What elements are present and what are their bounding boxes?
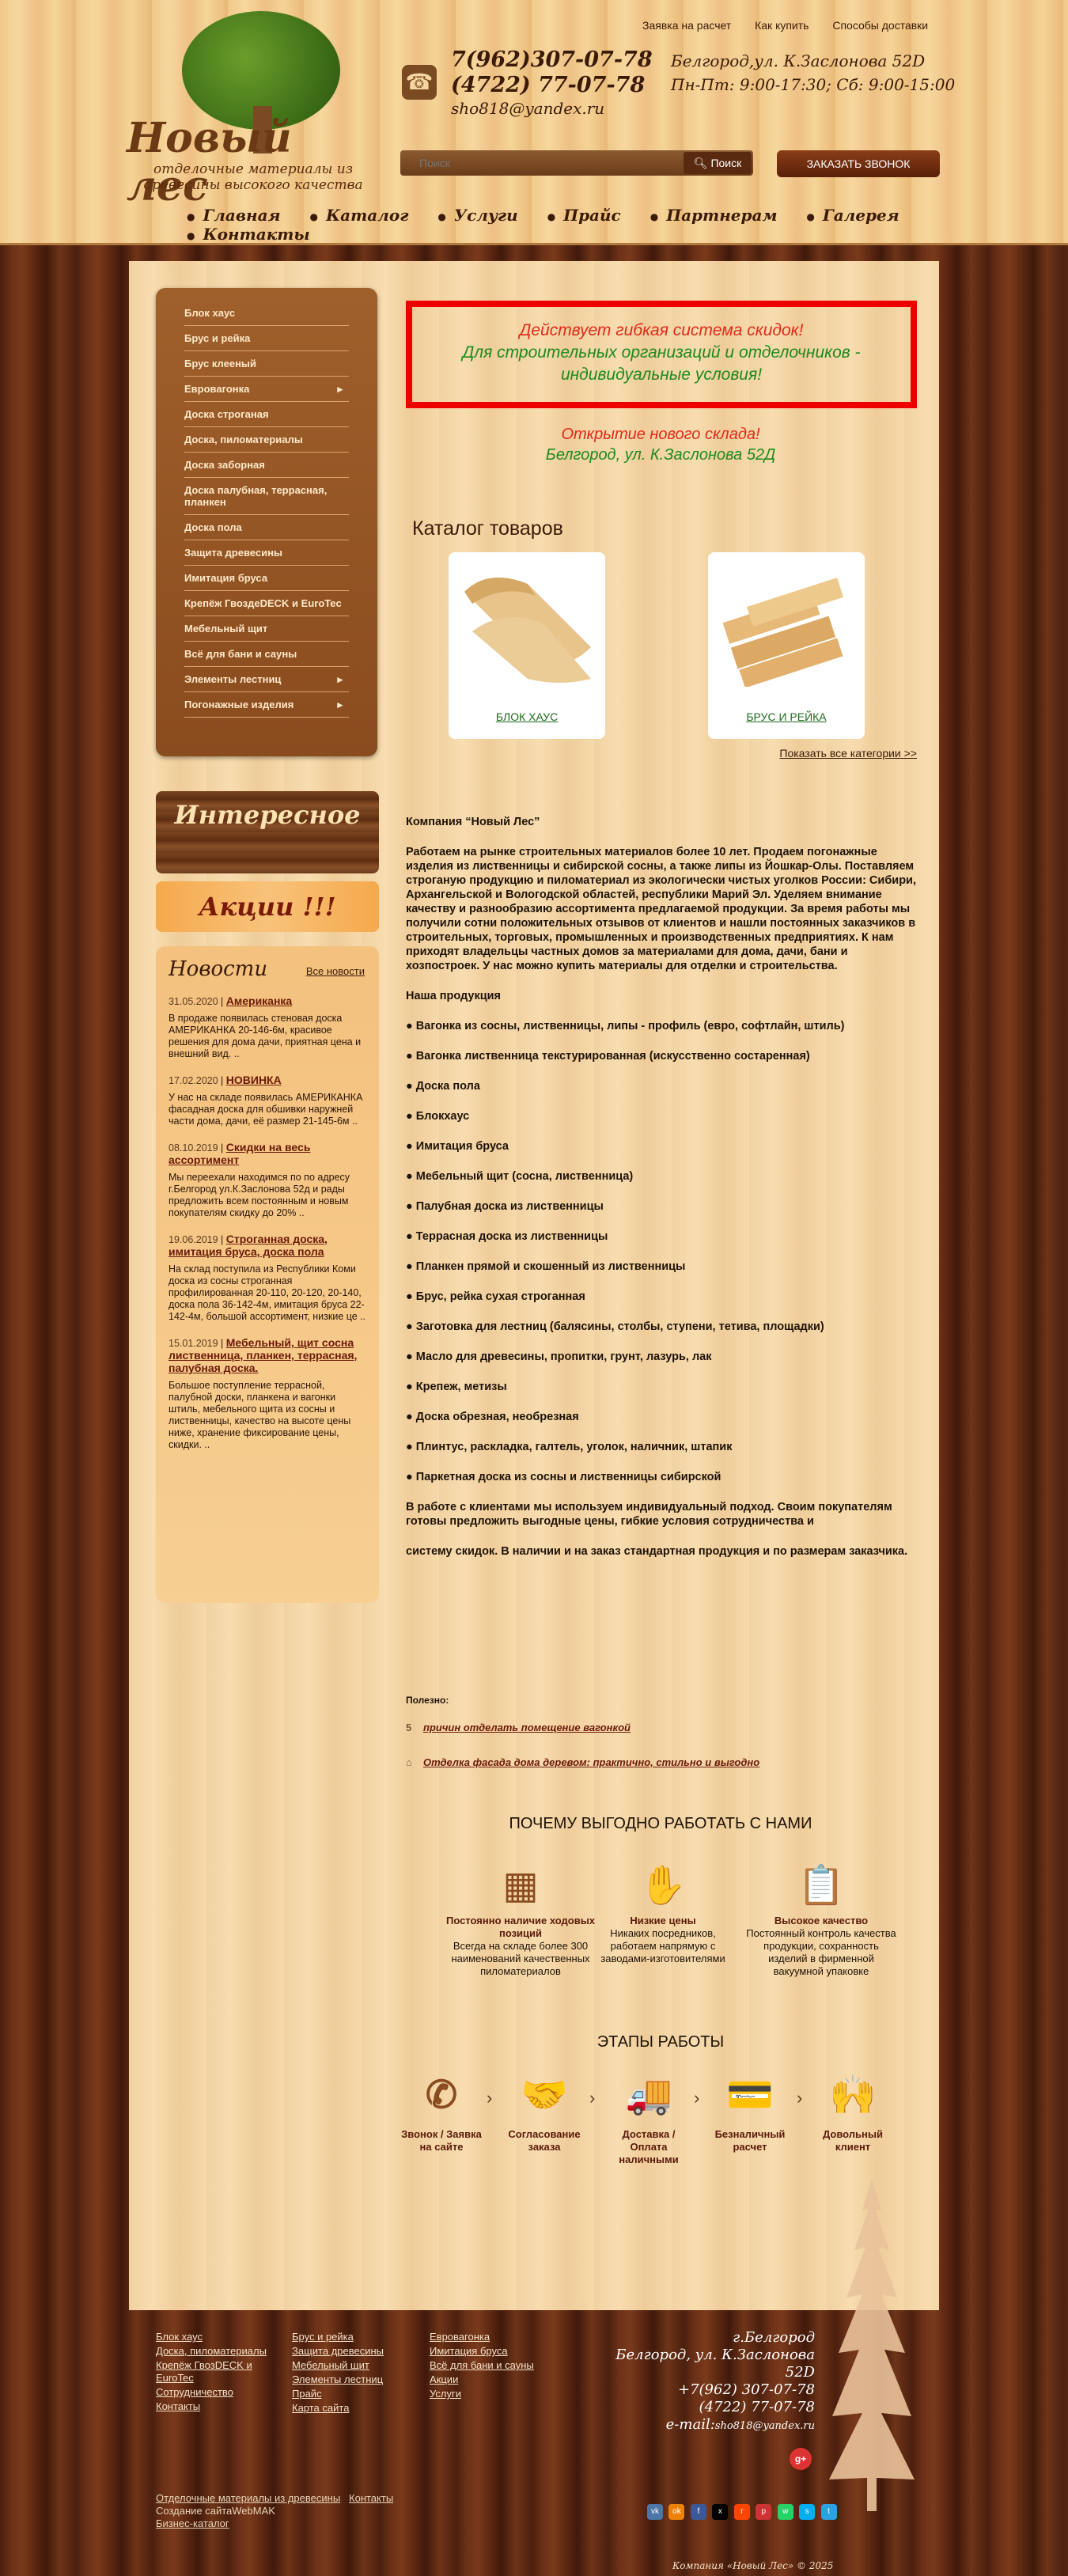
stages-title: ЭТАПЫ РАБОТЫ [596, 2033, 725, 2051]
footer-address [467, 2329, 815, 2435]
product-item: ● Вагонка лиственница текстурированная (искусственно состаренная) [406, 1050, 810, 1063]
footer-col-2 [292, 2331, 426, 2416]
news-date: 08.10.2019 [169, 1142, 218, 1154]
nav-catalog[interactable]: ● Каталог [309, 206, 408, 225]
sidebar-item-fasteners[interactable] [184, 591, 349, 616]
footer-bottom-link[interactable]: Контакты [349, 2492, 394, 2504]
top-links [642, 19, 949, 32]
odnoklassniki-icon[interactable]: ok [668, 2504, 684, 2520]
products-title: Наша продукция [406, 990, 501, 1002]
order-call-button[interactable]: ЗАКАЗАТЬ ЗВОНОК [777, 150, 940, 177]
closing-text-1: В работе с клиентами мы используем индивидуальный подход. Своим покупателям готовы предложить выгодные цены, гибкие условия сотрудничества и [406, 1501, 892, 1528]
feature-quality [746, 1862, 896, 1978]
footer-link[interactable]: Всё для бани и сауны [430, 2359, 534, 2371]
about-company-text [406, 815, 920, 1574]
company-intro: Работаем на рынке строительных материалов более 10 лет. Продаем погонажные изделия из лиственницы и сибирской сосны, а также липы из Йошкар-Олы. Поставляем строганую продукцию и пиломатериал из экологически чистых уголков России: Сибири, Архангельской и Вологодской областей, республики Марий Эл. Уделяем внимание качеству и разнообразию ассортимента предлагаемой продукции. За время работы мы получили сотни положительных отзывов от клиентов и нашли постоянных заказчиков в строительных, торговых, промышленных и производственных предприятиях. К нам приходят владельцы частных домов за материалами для дома, дачи, бани и хозпостроек. У нас можно купить материалы для отделки и строительства. [406, 846, 916, 972]
step-label: Согласование заказа [508, 2128, 581, 2153]
useful-link-label: Отделка фасада дома деревом: практично, стильно и выгодно [423, 1756, 760, 1768]
sidebar-item-furniture-panel[interactable] [184, 616, 349, 642]
footer-link[interactable]: Доска, пиломатериалы [156, 2345, 267, 2357]
sidebar-item-label: Евровагонка [184, 383, 250, 395]
card-label: БРУС И РЕЙКА [746, 710, 827, 723]
product-item: ● Блокхаус [406, 1110, 470, 1123]
step-agreement [501, 2068, 588, 2154]
step-happy-client [809, 2068, 896, 2154]
happy-person-icon: 🙌 [829, 2074, 877, 2116]
product-item: ● Масло для древесины, пропитки, грунт, лазурь, лак [406, 1351, 712, 1363]
vk-icon[interactable]: vk [647, 2504, 663, 2520]
sidebar-item-label: Мебельный щит [184, 623, 268, 635]
feature-stock [445, 1862, 596, 1978]
product-item: ● Вагонка из сосны, лиственницы, липы - профиль (евро, софтлайн, штиль) [406, 1020, 845, 1032]
show-all-categories-link[interactable]: Показать все категории >> [779, 747, 917, 760]
news-item: 17.02.2020 | НОВИНКА У нас на складе появилась АМЕРИКАНКА фасадная доска для обшивки наружней части дома, дачи, её размер 21-145-6м .. [169, 1074, 366, 1127]
interesting-banner[interactable] [156, 791, 379, 873]
news-block [156, 946, 379, 1603]
footer-email-label: e-mail: [665, 2416, 715, 2433]
interesting-label: Интересное [174, 800, 361, 830]
product-item: ● Планкен прямой и скошенный из лиственницы [406, 1260, 686, 1273]
news-item: 15.01.2019 | Мебельный, щит сосна лиственница, планкен, террасная, палубная доска. Большое поступление террасной, палубной доски, планкена и вагонки штиль, мебельного щита из сосны и лиственницы, качество на высоте цены ниже, хранение фиксирование цены, скидки. .. [169, 1337, 366, 1451]
sidebar-item-label: Брус клееный [184, 358, 257, 369]
whatsapp-icon[interactable]: w [778, 2504, 793, 2520]
step-label: Звонок / Заявка на сайте [401, 2128, 482, 2153]
chevron-right-icon: › [694, 2088, 700, 2108]
reddit-icon[interactable]: r [734, 2504, 750, 2520]
top-link-how-to-buy[interactable]: Как купить [755, 19, 809, 32]
store-line-1: Открытие нового склада! [561, 426, 760, 443]
news-date: 17.02.2020 [169, 1075, 218, 1086]
phone-mobile[interactable]: 7(962)307-07-78 [451, 47, 653, 72]
twitter-icon[interactable]: x [712, 2504, 728, 2520]
brus-reika-image [716, 560, 857, 687]
sidebar-item-label: Брус и рейка [184, 332, 251, 344]
news-date: 15.01.2019 [169, 1338, 218, 1349]
block-house-image [456, 560, 597, 687]
footer-address-line: Белгород, ул. К.Заслонова [615, 2347, 815, 2363]
working-hours: Пн-Пт: 9:00-17:30; Сб: 9:00-15:00 [671, 75, 956, 94]
chevron-right-icon: › [487, 2088, 493, 2108]
sidebar-item-label: Имитация бруса [184, 572, 268, 584]
step-call [398, 2068, 485, 2154]
sidebar-item-label: Доска заборная [184, 459, 265, 471]
sidebar-item-brus-reika[interactable] [184, 326, 349, 351]
share-buttons [647, 2503, 839, 2520]
step-cashless [706, 2068, 793, 2154]
feature-text: Постоянный контроль качества продукции, сохранность изделий в фирменной вакуумной упаковке [746, 1927, 896, 1977]
phone-call-icon: ✆ [425, 2074, 458, 2116]
why-us-title: ПОЧЕМУ ВЫГОДНО РАБОТАТЬ С НАМИ [509, 1815, 812, 1832]
sidebar-item-label: Доска палубная, террасная, планкен [184, 484, 328, 508]
footer-address-line: +7(962) 307-07-78 [678, 2381, 815, 2398]
product-item: ● Террасная доска из лиственницы [406, 1230, 608, 1243]
promo-line-2: Для строительных организаций и отделочников - индивидуальные условия! [462, 343, 861, 384]
sidebar-item-sauna[interactable] [184, 642, 349, 667]
product-item: ● Крепеж, метизы [406, 1381, 507, 1393]
search-bar [400, 150, 753, 176]
site-logo[interactable] [127, 11, 380, 210]
house-icon: ⌂ [406, 1756, 412, 1768]
chevron-right-icon: ▸ [337, 673, 343, 685]
contact-phones [451, 47, 653, 119]
feature-text: Всегда на складе более 300 наименований качественных пиломатериалов [451, 1940, 590, 1977]
sidebar-item-floor-board[interactable] [184, 515, 349, 540]
hand-coins-icon: ✋ [639, 1865, 687, 1907]
telegram-icon[interactable]: t [821, 2504, 837, 2520]
sidebar-item-block-house[interactable] [184, 301, 349, 326]
news-headline[interactable]: Скидки на весь ассортимент [169, 1141, 311, 1166]
site-header [0, 0, 1068, 245]
nav-home[interactable]: ● Главная [187, 206, 280, 225]
footer-bottom-text[interactable]: Создание сайтаWebMAK [156, 2505, 275, 2517]
step-label: Доставка / Оплата наличными [619, 2128, 679, 2165]
search-button-label: Поиск [710, 156, 742, 169]
sidebar-item-wood-protection[interactable] [184, 540, 349, 566]
sidebar-item-label: Блок хаус [184, 307, 236, 319]
news-headline[interactable]: Мебельный, щит сосна лиственница, планкен, террасная, палубная доска. [169, 1336, 358, 1374]
product-item: ● Заготовка для лестниц (балясины, столбы, ступени, тетива, площадки) [406, 1320, 824, 1333]
useful-link-wall-panel[interactable] [406, 1722, 631, 1733]
logo-subtitle: отделочные материалы из древесины высокого качества [143, 161, 363, 193]
sidebar-item-label: Доска пола [184, 521, 242, 533]
footer-link[interactable]: Услуги [430, 2388, 461, 2400]
skype-icon[interactable]: s [799, 2504, 815, 2520]
sidebar-item-label: Доска, пиломатериалы [184, 434, 303, 445]
sidebar-item-mouldings[interactable] [184, 692, 349, 718]
nav-services[interactable]: ● Услуги [437, 206, 517, 225]
nav-price[interactable]: ● Прайс [547, 206, 621, 225]
promo-line-1: Действует гибкая система скидок! [519, 321, 804, 339]
phone-landline[interactable]: (4722) 77-07-78 [451, 73, 646, 97]
news-title: Новости [169, 957, 268, 981]
top-link-request[interactable]: Заявка на расчет [642, 19, 732, 32]
footer-link[interactable]: Евровагонка [430, 2331, 490, 2343]
footer-link[interactable]: Блок хаус [156, 2331, 203, 2343]
all-news-link[interactable]: Все новости [305, 965, 365, 977]
footer-address-line: 52D [785, 2364, 815, 2381]
warehouse-icon: ▦ [502, 1865, 539, 1907]
step-label: Безналичный расчет [714, 2128, 786, 2153]
main-nav [187, 206, 1068, 244]
news-text: Мы переехали находимся по по адресу г.Белгород ул.К.Заслонова 52д и рады предложить всем постоянным и новым покупателям скидку до 20% .. [169, 1172, 350, 1218]
news-text: На склад поступила из Республики Коми доска из сосны строганная профилированная 20-110, 20-120, 20-140, доска пола 36-142-4м, имитация бруса 22-142-4м, большой ассортимент, низкие це .. [169, 1263, 366, 1322]
footer-link[interactable]: Элементы лестниц [292, 2373, 384, 2385]
top-link-delivery[interactable]: Способы доставки [832, 19, 929, 32]
product-item: ● Брус, рейка сухая строганная [406, 1290, 585, 1303]
sidebar-item-label: Крепёж ГвоздеDECK и EuroTec [184, 597, 342, 609]
step-delivery [605, 2068, 692, 2166]
closing-text-2: систему скидок. В наличии и на заказ стандартная продукция и по размерам заказчика. [406, 1545, 908, 1558]
sidebar-item-deck-board[interactable] [184, 478, 349, 515]
news-headline[interactable]: НОВИНКА [225, 1074, 282, 1086]
footer-link[interactable]: Карта сайта [292, 2402, 350, 2414]
footer-address-line: (4722) 77-07-78 [699, 2399, 815, 2415]
news-item: 08.10.2019 | Скидки на весь ассортимент Мы переехали находимся по по адресу г.Белгород ул.К.Заслонова 52д и рады предложить всем постоянным и новым покупателям скидку до 20% .. [169, 1142, 366, 1219]
footer-col-1 [156, 2331, 290, 2415]
footer-link[interactable]: Имитация бруса [430, 2345, 508, 2357]
sidebar-item-label: Элементы лестниц [184, 673, 282, 685]
search-icon: 🔍︎ [693, 156, 708, 169]
address-text: Белгород,ул. К.Заслонова 52D [671, 51, 926, 70]
product-item: ● Паркетная доска из сосны и лиственницы сибирской [406, 1471, 721, 1483]
product-item: ● Мебельный щит (сосна, лиственница) [406, 1170, 634, 1183]
sidebar-item-brus-glued[interactable] [184, 351, 349, 377]
sidebar-item-label: Всё для бани и сауны [184, 648, 297, 660]
footer-link[interactable]: Крепёж ГвозDECK и EuroTec [156, 2359, 252, 2384]
header-email[interactable]: sho818@yandex.ru [451, 99, 605, 118]
product-item: ● Палубная доска из лиственницы [406, 1200, 604, 1213]
news-item: 19.06.2019 | Строганная доска, имитация бруса, доска пола На склад поступила из Республики Коми доска из сосны строганная профилированная 20-110, 20-120, 20-140, доска пола 36-142-4м, имитация бруса 22-142-4м, большой ассортимент, низкие це .. [169, 1233, 366, 1322]
footer-link[interactable]: Прайс [292, 2388, 322, 2400]
copyright: Компания «Новый Лес» © 2025 [672, 2560, 834, 2571]
useful-title: Полезно: [406, 1695, 449, 1706]
search-input[interactable] [403, 153, 685, 172]
useful-link-facade[interactable] [406, 1756, 759, 1768]
product-item: ● Имитация бруса [406, 1140, 509, 1153]
feature-head: Высокое качество [774, 1915, 869, 1926]
sidebar-item-label: Погонажные изделия [184, 699, 294, 710]
footer-link[interactable]: Сотрудничество [156, 2386, 233, 2398]
phone-icon: ☎ [402, 65, 437, 100]
footer-bottom [156, 2492, 393, 2530]
chevron-right-icon: › [589, 2088, 596, 2108]
news-date: 19.06.2019 [169, 1234, 218, 1245]
header-address [671, 49, 955, 97]
sidebar-item-label: Доска строганая [184, 408, 269, 420]
card-label: БЛОК ХАУС [495, 710, 559, 723]
category-sidebar [156, 288, 377, 756]
nav-contacts[interactable]: ● Контакты [187, 225, 310, 244]
chevron-right-icon: › [797, 2088, 803, 2108]
chevron-right-icon: ▸ [337, 699, 343, 710]
sidebar-item-lumber[interactable] [184, 427, 349, 453]
main-container [129, 261, 939, 2310]
new-store-announcement [398, 424, 923, 465]
feature-head: Постоянно наличие ходовых позиций [445, 1915, 596, 1939]
footer-email[interactable]: sho818@yandex.ru [714, 2420, 815, 2432]
news-text: У нас на складе появилась АМЕРИКАНКА фасадная доска для обшивки наружней части дома, дачи, её размер 21-145-6м .. [169, 1092, 363, 1127]
product-item: ● Доска пола [406, 1080, 480, 1093]
footer-link[interactable]: Мебельный щит [292, 2359, 369, 2371]
useful-link-label: причин отделать помещение вагонкой [423, 1722, 631, 1733]
news-text: В продаже появилась стеновая доска АМЕРИКАНКА 20-146-6м, красивое решения для дома дачи, приятная цена и внешний вид. .. [169, 1013, 362, 1059]
sidebar-item-planed-board[interactable] [184, 402, 349, 427]
news-item: 31.05.2020 | Американка В продаже появилась стеновая доска АМЕРИКАНКА 20-146-6м, красивое решения для дома дачи, приятная цена и внешний вид. .. [169, 995, 366, 1060]
step-label: Довольный клиент [823, 2128, 883, 2153]
footer-link[interactable]: Контакты [156, 2400, 201, 2412]
search-button[interactable] [684, 152, 752, 174]
sidebar-item-label: Защита древесины [184, 547, 283, 559]
product-item: ● Плинтус, раскладка, галтель, уголок, наличник, штапик [406, 1441, 733, 1453]
catalog-card-block-house[interactable] [449, 552, 605, 739]
google-plus-icon[interactable]: g+ [790, 2448, 812, 2470]
footer-bottom-link[interactable]: Отделочные материалы из древесины [156, 2492, 341, 2504]
logo-title: Новый лес [127, 114, 292, 210]
sidebar-item-imitation-brus[interactable] [184, 566, 349, 591]
card-receipt-icon: 💳 [726, 2074, 774, 2116]
promotions-banner[interactable]: Акции !!! [156, 881, 379, 932]
sidebar-item-evrovagonka[interactable] [184, 377, 349, 402]
company-title: Компания “Новый Лес” [406, 816, 540, 828]
feature-head: Низкие цены [630, 1915, 696, 1926]
pocket-icon[interactable]: p [756, 2504, 771, 2520]
facebook-icon[interactable]: f [691, 2504, 706, 2520]
discount-banner [406, 301, 917, 408]
store-line-2: Белгород, ул. К.Заслонова 52Д [545, 446, 776, 464]
footer-address-line: г.Белгород [733, 2329, 815, 2346]
nav-gallery[interactable]: ● Галерея [806, 206, 899, 225]
feature-text: Никаких посредников, работаем напрямую с заводами-изготовителями [600, 1927, 725, 1964]
number-five-icon: 5 [406, 1722, 412, 1733]
pine-tree-decoration [826, 2179, 918, 2511]
feature-prices [588, 1862, 738, 1965]
product-item: ● Доска обрезная, необрезная [406, 1411, 579, 1423]
footer-bottom-link[interactable]: Бизнес-каталог [156, 2517, 229, 2529]
catalog-card-brus-reika[interactable] [708, 552, 865, 739]
news-headline[interactable]: Строганная доска, имитация бруса, доска пола [169, 1233, 328, 1258]
clipboard-check-icon: 📋 [797, 1865, 845, 1907]
sidebar-item-fence-board[interactable] [184, 453, 349, 478]
truck-icon: 🚚 [625, 2074, 672, 2116]
footer-link[interactable]: Брус и рейка [292, 2331, 354, 2343]
news-headline[interactable]: Американка [225, 994, 293, 1007]
chevron-right-icon: ▸ [337, 383, 343, 395]
sidebar-item-stairs[interactable] [184, 667, 349, 692]
handshake-icon: 🤝 [521, 2074, 568, 2116]
footer-link[interactable]: Защита древесины [292, 2345, 384, 2357]
news-text: Большое поступление террасной, палубной доски, планкена и вагонки штиль, мебельного щита из сосны и лиственницы, качество на высоте цены ниже, хранение фиксирование цены, скидки. .. [169, 1380, 351, 1450]
catalog-title: Каталог товаров [412, 517, 563, 540]
footer-link[interactable]: Акции [430, 2373, 459, 2385]
nav-partners[interactable]: ● Партнерам [650, 206, 778, 225]
news-date: 31.05.2020 [169, 996, 218, 1007]
